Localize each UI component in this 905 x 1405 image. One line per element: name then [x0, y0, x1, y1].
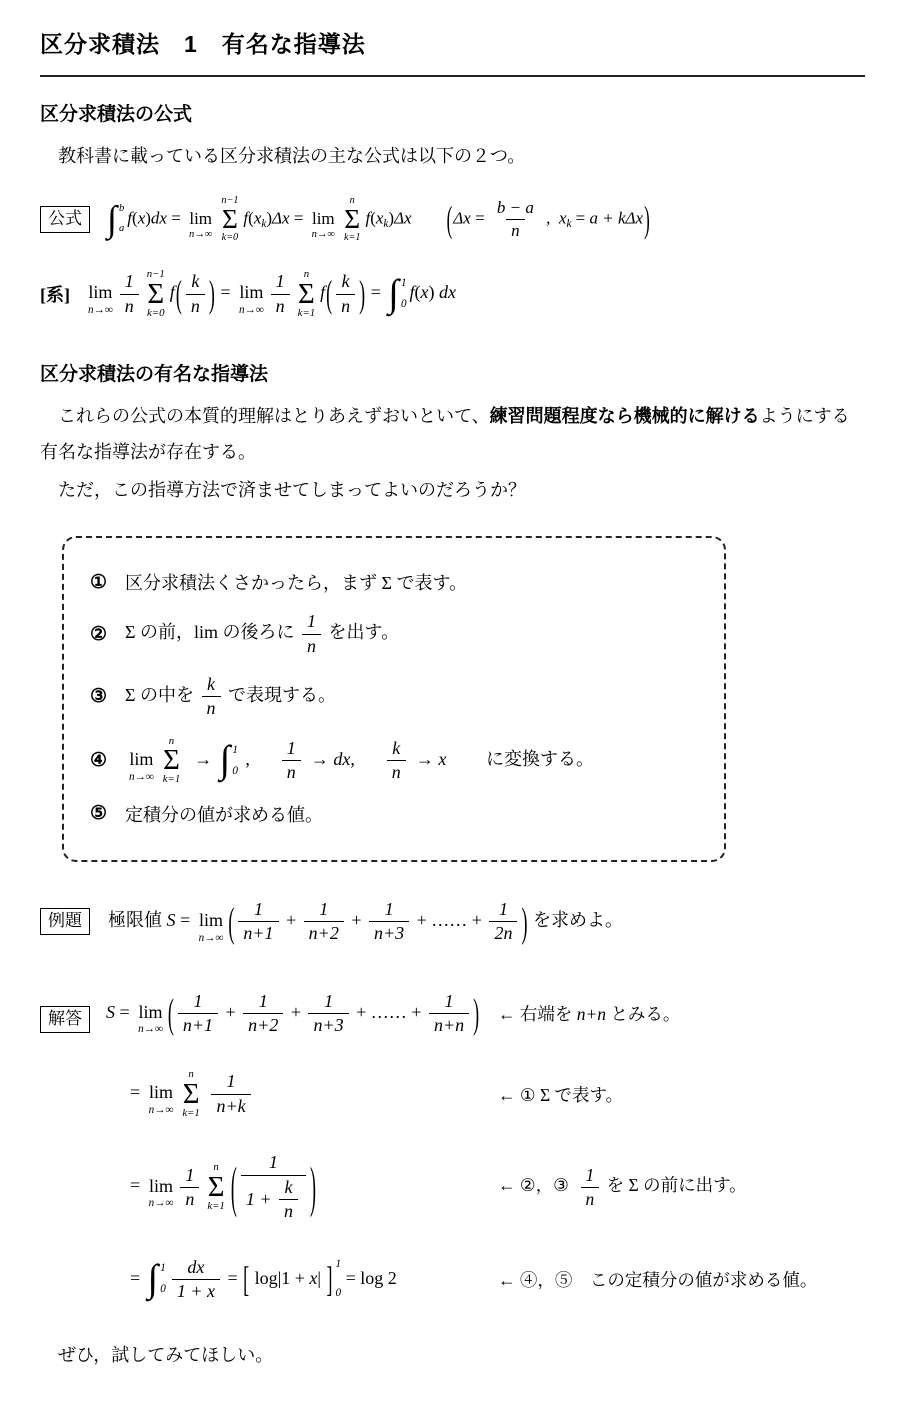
- step-number: ③: [90, 686, 108, 708]
- step-content: 定積分の値が求める値。: [125, 804, 324, 825]
- step-item-5: [90, 801, 698, 827]
- step-item-4: [90, 736, 698, 786]
- answer-lines: [106, 990, 865, 1336]
- question-paragraph: ただ，この指導方法で済ませてしまってよいのだろうか？: [40, 480, 526, 501]
- formula-intro: 教科書に載っている区分求積法の主な公式は以下の２つ。: [40, 146, 526, 166]
- answer-note-1: ← 右端を n+n とみる。: [498, 1003, 681, 1024]
- answer-note-4: ← ④，⑤ この定積分の値が求める値。: [498, 1269, 818, 1290]
- main-formula-row: [40, 196, 865, 243]
- example-row: [40, 898, 865, 946]
- answer-formula-3: = lim n→∞ $\frac{1}{n}$ n Σ k=1 ( 1 1 + $\frac{k}{n}$ ): [130, 1151, 317, 1223]
- section-teaching-heading: 区分求積法の有名な指導法: [40, 364, 269, 386]
- step-number: ⑤: [90, 803, 108, 825]
- answer-note-3: ← ②，③ $\frac{1}{n}$ を Σ の前に出す。: [498, 1165, 747, 1209]
- corollary-formula-row: [40, 269, 865, 319]
- step-item-1: [90, 569, 698, 595]
- teaching-paragraph-pre: これらの公式の本質的理解はとりあえずおいといて、: [40, 406, 490, 427]
- step-number: ④: [90, 750, 108, 772]
- step-content: Σ の前，lim の後ろに $\frac{1}{n}$ を出す。: [125, 610, 399, 658]
- step-number: ②: [90, 623, 108, 645]
- teaching-paragraph-post: ようにする有名な指導法が存在する。: [40, 406, 850, 463]
- formula-label: 公式: [40, 206, 90, 233]
- page-title: 区分求積法 1 有名な指導法: [40, 31, 366, 57]
- step-content: 区分求積法くさかったら，まず Σ で表す。: [125, 573, 468, 594]
- answer-block: [40, 990, 865, 1336]
- answer-line-1: [106, 990, 865, 1038]
- steps-box: [62, 536, 726, 862]
- answer-formula-4: = ∫ 1 0 dx 1 + x = [ log|1 + x| ] 1 0 = log 2: [130, 1256, 397, 1304]
- step-content: Σ の中を $\frac{k}{n}$ で表現する。: [125, 673, 336, 721]
- answer-formula-1: S = lim n→∞ ( $\frac{1}{n+1}$ + $\frac{1}{n+2}$ + $\frac{1}{n+3}$ + …… + $\frac{1}{n+n}$ ): [106, 990, 480, 1037]
- teaching-paragraph-bold: 練習問題程度なら機械的に解ける: [489, 406, 760, 427]
- title-rule: [40, 75, 865, 77]
- corollary-label: [系]: [40, 285, 70, 306]
- answer-formula-2: = lim n→∞ n Σ k=1 $\frac{1}{n+k}$: [130, 1069, 254, 1119]
- answer-line-4: [106, 1256, 865, 1304]
- step-content: lim n→∞ n Σ k=1 → ∫ 1 0 , $\frac{1}{n}$ → dx, $\frac{k}{n}$ → x に変換する。: [129, 734, 594, 786]
- example-label: 例題: [40, 908, 90, 935]
- section-formula-heading: 区分求積法の公式: [40, 104, 193, 125]
- main-formula: ∫ b a f(x)dx = lim n→∞ n−1 Σ k=0 f(xk)Δx = lim n→∞ n Σ k=1 f(xk)Δx (Δx = $\frac{b - a}{n}$ , xk = a + kΔx): [107, 195, 650, 243]
- step-number: ①: [90, 571, 108, 593]
- teaching-paragraph: [40, 398, 865, 470]
- answer-label: 解答: [40, 1006, 90, 1033]
- answer-line-2: [106, 1069, 865, 1119]
- answer-line-3: [106, 1151, 865, 1223]
- corollary-formula: lim n→∞ $\frac{1}{n}$ n−1 Σ k=0 f( $\frac{k}{n}$ ) = lim n→∞ $\frac{1}{n}$ n Σ k=1 f( $\frac{k}{n}$ ) = ∫ 1 0 f(x) dx: [88, 268, 457, 319]
- closing-remark: ぜひ，試してみてほしい。: [40, 1345, 274, 1366]
- example-statement: 極限値 S = lim n→∞ ( $\frac{1}{n+1}$ + $\frac{1}{n+2}$ + $\frac{1}{n+3}$ + …… + $\frac{1}{2n}$ ) を求めよ。: [108, 898, 623, 945]
- step-item-3: [90, 673, 698, 721]
- step-item-2: [90, 610, 698, 658]
- answer-note-2: ← ① Σ で表す。: [498, 1084, 624, 1105]
